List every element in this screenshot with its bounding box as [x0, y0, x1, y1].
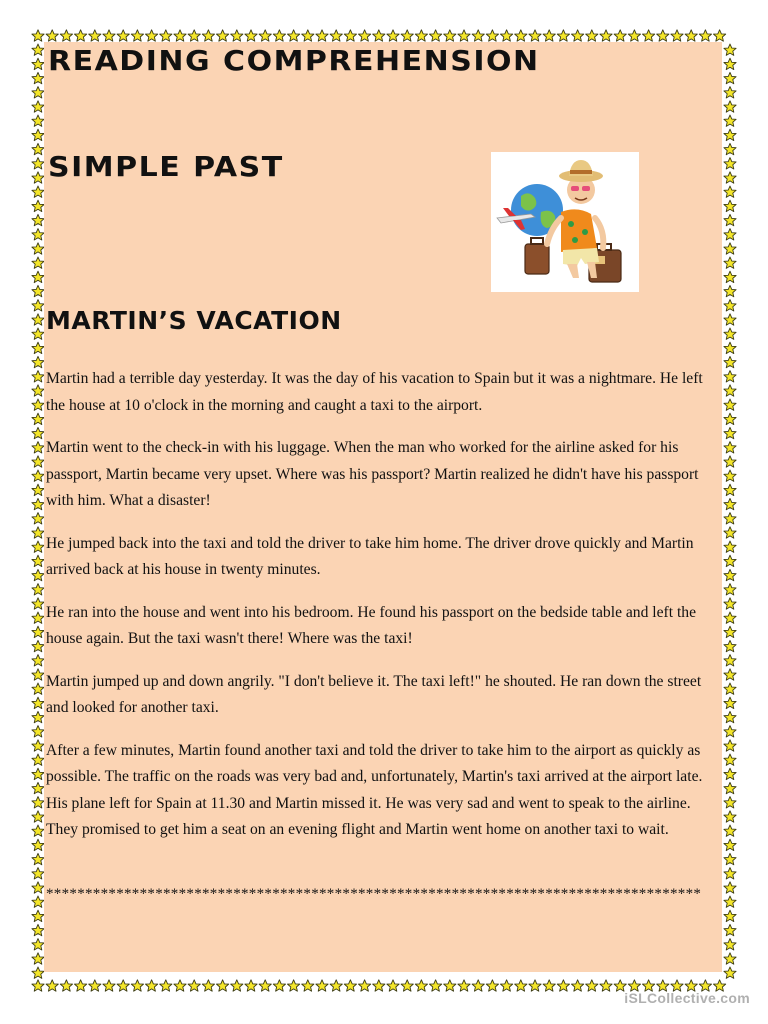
border-star-icon [724, 427, 736, 438]
border-star-icon [32, 271, 44, 282]
border-star-icon [724, 143, 736, 154]
border-star-icon [117, 980, 129, 991]
border-star-icon [724, 924, 736, 935]
border-star-icon [724, 967, 736, 978]
border-star-icon [32, 953, 44, 964]
border-star-icon [131, 980, 143, 991]
border-star-icon [724, 811, 736, 822]
border-star-icon [32, 484, 44, 495]
border-star-icon [32, 129, 44, 140]
border-star-icon [32, 399, 44, 410]
border-star-icon [486, 30, 498, 41]
border-star-icon [32, 782, 44, 793]
border-star-icon [724, 399, 736, 410]
border-star-icon [188, 30, 200, 41]
border-star-icon [724, 72, 736, 83]
border-star-icon [724, 839, 736, 850]
border-star-icon [344, 30, 356, 41]
border-star-icon [401, 30, 413, 41]
border-star-icon [259, 30, 271, 41]
border-star-icon [724, 484, 736, 495]
border-star-icon [32, 158, 44, 169]
border-star-icon [32, 726, 44, 737]
border-star-icon [724, 413, 736, 424]
border-star-icon [32, 243, 44, 254]
border-star-icon [103, 30, 115, 41]
border-star-icon [724, 527, 736, 538]
border-star-icon [32, 697, 44, 708]
border-star-icon [188, 980, 200, 991]
border-star-icon [32, 683, 44, 694]
border-star-icon [724, 726, 736, 737]
border-star-icon [32, 257, 44, 268]
border-star-icon [724, 200, 736, 211]
border-star-icon [724, 740, 736, 751]
border-star-icon [572, 980, 584, 991]
border-star-icon [32, 470, 44, 481]
border-star-icon [32, 640, 44, 651]
border-star-icon [373, 980, 385, 991]
border-star-icon [501, 30, 513, 41]
border-star-icon [344, 980, 356, 991]
border-star-icon [724, 442, 736, 453]
border-star-icon [699, 30, 711, 41]
border-star-icon [32, 768, 44, 779]
border-star-icon [32, 314, 44, 325]
border-star-icon [724, 825, 736, 836]
border-star-icon [60, 30, 72, 41]
border-star-icon [724, 328, 736, 339]
border-star-icon [724, 584, 736, 595]
border-star-icon [724, 655, 736, 666]
border-star-icon [32, 612, 44, 623]
border-star-icon [32, 910, 44, 921]
border-star-icon [724, 385, 736, 396]
border-star-icon [724, 513, 736, 524]
watermark-text: iSLCollective.com [624, 990, 750, 1006]
border-star-icon [32, 754, 44, 765]
border-star-icon [217, 30, 229, 41]
border-star-icon [724, 101, 736, 112]
border-star-icon [32, 115, 44, 126]
border-star-icon [89, 30, 101, 41]
border-star-icon [46, 30, 58, 41]
border-star-icon [32, 598, 44, 609]
border-star-icon [373, 30, 385, 41]
border-star-icon [231, 980, 243, 991]
border-star-icon [643, 30, 655, 41]
border-star-icon [724, 44, 736, 55]
border-star-icon [415, 980, 427, 991]
sub-heading: SIMPLE PAST [48, 151, 284, 184]
border-star-icon [32, 655, 44, 666]
border-star-icon [32, 868, 44, 879]
border-star-icon [543, 30, 555, 41]
border-star-icon [724, 158, 736, 169]
border-star-icon [32, 555, 44, 566]
border-star-icon [32, 939, 44, 950]
border-star-icon [32, 442, 44, 453]
border-star-icon [724, 896, 736, 907]
border-star-icon [32, 882, 44, 893]
border-star-icon [724, 612, 736, 623]
paragraph: He jumped back into the taxi and told the driver to take him home. The driver drove quickly and Martin arrived back at his house in twenty minutes. [46, 534, 694, 578]
border-star-icon [724, 939, 736, 950]
border-star-icon [32, 967, 44, 978]
border-star-icon [724, 214, 736, 225]
border-star-icon [724, 853, 736, 864]
border-star-icon [32, 669, 44, 680]
border-star-icon [724, 356, 736, 367]
border-star-icon [32, 626, 44, 637]
border-star-icon [302, 30, 314, 41]
border-star-icon [359, 980, 371, 991]
border-star-icon [387, 980, 399, 991]
border-star-icon [32, 896, 44, 907]
border-star-icon [724, 626, 736, 637]
border-star-icon [32, 72, 44, 83]
main-heading: READING COMPREHENSION [48, 45, 540, 78]
border-star-icon [724, 229, 736, 240]
border-star-icon [32, 980, 44, 991]
border-star-icon [32, 87, 44, 98]
border-star-icon [724, 697, 736, 708]
border-star-icon [32, 342, 44, 353]
border-star-icon [724, 910, 736, 921]
border-star-icon [501, 980, 513, 991]
border-star-icon [330, 980, 342, 991]
border-star-icon [543, 980, 555, 991]
border-star-icon [458, 30, 470, 41]
border-star-icon [724, 129, 736, 140]
border-star-icon [724, 541, 736, 552]
border-star-icon [32, 513, 44, 524]
story-title: MARTIN’S VACATION [46, 306, 342, 335]
border-star-icon [32, 229, 44, 240]
border-star-icon [330, 30, 342, 41]
border-star-icon [724, 342, 736, 353]
border-star-icon [586, 980, 598, 991]
border-star-icon [32, 569, 44, 580]
border-star-icon [724, 683, 736, 694]
border-star-icon [724, 754, 736, 765]
border-star-icon [359, 30, 371, 41]
border-star-icon [415, 30, 427, 41]
border-star-icon [288, 30, 300, 41]
border-star-icon [724, 498, 736, 509]
border-star-icon [724, 87, 736, 98]
border-star-icon [614, 30, 626, 41]
border-star-icon [32, 172, 44, 183]
border-star-icon [32, 328, 44, 339]
border-star-icon [724, 953, 736, 964]
border-star-icon [32, 527, 44, 538]
border-star-icon [724, 711, 736, 722]
border-star-icon [724, 58, 736, 69]
border-star-icon [472, 980, 484, 991]
border-star-icon [724, 172, 736, 183]
border-star-icon [32, 797, 44, 808]
border-star-icon [32, 143, 44, 154]
border-star-icon [273, 30, 285, 41]
border-star-icon [600, 30, 612, 41]
border-star-icon [387, 30, 399, 41]
paragraph: After a few minutes, Martin found another taxi and told the driver to take him to the airport as quickly as possible. The traffic on the roads was very bad and, unfortunately, Martin's taxi arrived at the airport late. His plane left for Spain at 11.30 and Martin missed it. He was very sad and went to speak to the airline. They promised to get him a seat on an evening flight and Martin went home on another taxi to wait. [46, 741, 703, 838]
border-star-icon [32, 839, 44, 850]
border-star-icon [458, 980, 470, 991]
border-star-icon [32, 740, 44, 751]
asterisk-separator: ************************************************************************************ [46, 886, 702, 902]
border-star-icon [724, 868, 736, 879]
border-star-icon [724, 470, 736, 481]
border-star-icon [724, 243, 736, 254]
border-star-icon [245, 30, 257, 41]
border-star-icon [32, 711, 44, 722]
border-star-icon [724, 669, 736, 680]
border-star-icon [724, 285, 736, 296]
border-star-icon [557, 30, 569, 41]
border-star-icon [724, 314, 736, 325]
border-star-icon [32, 853, 44, 864]
border-star-icon [32, 300, 44, 311]
border-star-icon [273, 980, 285, 991]
border-star-icon [724, 797, 736, 808]
border-star-icon [515, 30, 527, 41]
border-star-icon [316, 30, 328, 41]
border-star-icon [32, 584, 44, 595]
border-star-icon [174, 30, 186, 41]
border-star-icon [724, 271, 736, 282]
border-star-icon [32, 541, 44, 552]
border-star-icon [724, 569, 736, 580]
border-star-icon [724, 115, 736, 126]
border-star-icon [600, 980, 612, 991]
border-star-icon [557, 980, 569, 991]
border-star-icon [32, 200, 44, 211]
border-star-icon [32, 811, 44, 822]
border-star-icon [32, 356, 44, 367]
border-star-icon [146, 980, 158, 991]
border-star-icon [32, 214, 44, 225]
border-star-icon [32, 101, 44, 112]
border-star-icon [714, 30, 726, 41]
border-star-icon [32, 498, 44, 509]
paragraph: Martin jumped up and down angrily. "I don't believe it. The taxi left!" he shouted. He ran down the street and looked for another taxi. [46, 672, 702, 716]
border-star-icon [32, 825, 44, 836]
border-star-icon [245, 980, 257, 991]
border-star-icon [217, 980, 229, 991]
border-star-icon [529, 980, 541, 991]
border-star-icon [60, 980, 72, 991]
border-star-icon [89, 980, 101, 991]
border-star-icon [515, 980, 527, 991]
border-star-icon [302, 980, 314, 991]
border-star-icon [685, 30, 697, 41]
border-star-icon [444, 30, 456, 41]
border-star-icon [117, 30, 129, 41]
border-star-icon [103, 980, 115, 991]
border-star-icon [288, 980, 300, 991]
border-star-icon [472, 30, 484, 41]
traveler-illustration [491, 152, 639, 292]
border-star-icon [586, 30, 598, 41]
paragraph: He ran into the house and went into his bedroom. He found his passport on the bedside table and left the house again. But the taxi wasn't there! Where was the taxi! [46, 603, 697, 647]
border-star-icon [724, 456, 736, 467]
border-star-icon [32, 427, 44, 438]
border-star-icon [724, 555, 736, 566]
border-star-icon [160, 30, 172, 41]
paragraph: Martin had a terrible day yesterday. It was the day of his vacation to Spain but it was a nightmare. He left the house at 10 o'clock in the morning and caught a taxi to the airport. [46, 370, 703, 414]
border-star-icon [131, 30, 143, 41]
border-star-icon [32, 285, 44, 296]
border-star-icon [724, 300, 736, 311]
border-star-icon [32, 44, 44, 55]
border-star-icon [724, 186, 736, 197]
border-star-icon [32, 186, 44, 197]
border-star-icon [202, 30, 214, 41]
border-star-icon [628, 30, 640, 41]
border-star-icon [202, 980, 214, 991]
border-star-icon [32, 371, 44, 382]
border-star-icon [430, 30, 442, 41]
border-star-icon [32, 413, 44, 424]
border-star-icon [46, 980, 58, 991]
border-star-icon [724, 782, 736, 793]
border-star-icon [724, 257, 736, 268]
border-star-icon [75, 30, 87, 41]
border-star-icon [32, 385, 44, 396]
border-star-icon [316, 980, 328, 991]
border-star-icon [32, 924, 44, 935]
border-star-icon [724, 882, 736, 893]
border-star-icon [724, 768, 736, 779]
border-star-icon [671, 30, 683, 41]
border-star-icon [146, 30, 158, 41]
border-star-icon [32, 58, 44, 69]
border-star-icon [32, 456, 44, 467]
paragraph: Martin went to the check-in with his luggage. When the man who worked for the airline asked for his passport, Martin became very upset. Where was his passport? Martin realized he didn't have his passport with him. What a disaster! [46, 439, 699, 509]
border-star-icon [657, 30, 669, 41]
border-star-icon [486, 980, 498, 991]
border-star-icon [401, 980, 413, 991]
border-star-icon [444, 980, 456, 991]
border-star-icon [529, 30, 541, 41]
border-star-icon [430, 980, 442, 991]
border-star-icon [32, 30, 44, 41]
border-star-icon [75, 980, 87, 991]
border-star-icon [724, 640, 736, 651]
border-star-icon [160, 980, 172, 991]
border-star-icon [724, 598, 736, 609]
border-star-icon [174, 980, 186, 991]
border-star-icon [231, 30, 243, 41]
border-star-icon [259, 980, 271, 991]
border-star-icon [724, 371, 736, 382]
border-star-icon [572, 30, 584, 41]
traveler-with-suitcases-icon [491, 152, 639, 292]
story-text [46, 366, 722, 860]
